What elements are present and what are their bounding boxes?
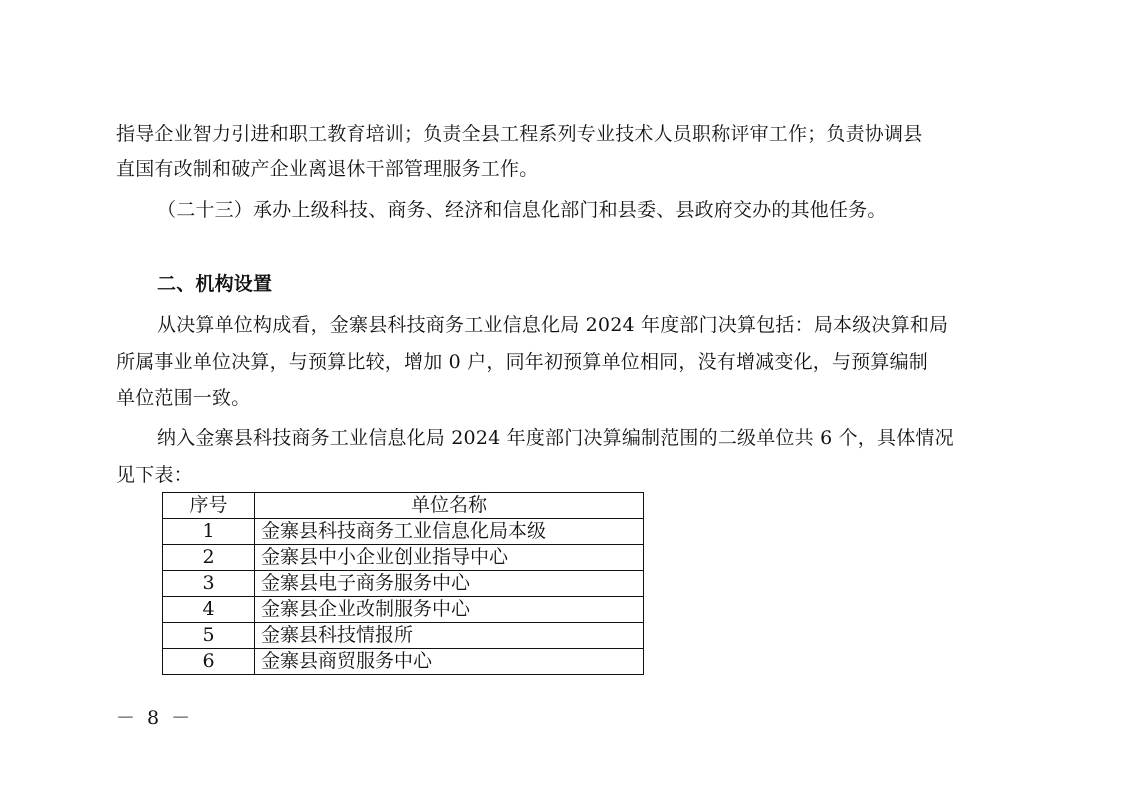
cell-unit-name: 金寨县中小企业创业指导中心 (255, 545, 644, 571)
table-row (163, 649, 644, 675)
cell-unit-name: 金寨县科技情报所 (255, 623, 644, 649)
paragraph-line: 从决算单位构成看，金寨县科技商务工业信息化局 2024 年度部门决算包括：局本级决算和局 (157, 314, 949, 336)
cell-seq: 1 (163, 519, 255, 545)
paragraph-line: 直国有改制和破产企业离退休干部管理服务工作。 (116, 158, 539, 180)
cell-seq: 3 (163, 571, 255, 597)
table-row (163, 597, 644, 623)
table-row (163, 519, 644, 545)
cell-seq: 5 (163, 623, 255, 649)
section-heading: 二、机构设置 (157, 273, 273, 295)
page-number: － 8 － (116, 707, 194, 729)
table-header-row (163, 493, 644, 519)
header-unit-name: 单位名称 (255, 493, 644, 519)
table-row (163, 571, 644, 597)
units-table (162, 492, 644, 675)
cell-unit-name: 金寨县商贸服务中心 (255, 649, 644, 675)
paragraph-line: （二十三）承办上级科技、商务、经济和信息化部门和县委、县政府交办的其他任务。 (157, 199, 887, 221)
paragraph-line: 所属事业单位决算，与预算比较，增加 0 户，同年初预算单位相同，没有增减变化，与预算编制 (116, 351, 928, 373)
table-row (163, 623, 644, 649)
cell-seq: 4 (163, 597, 255, 623)
cell-unit-name: 金寨县企业改制服务中心 (255, 597, 644, 623)
paragraph-line: 单位范围一致。 (116, 387, 251, 409)
paragraph-line: 见下表： (116, 464, 193, 486)
cell-unit-name: 金寨县电子商务服务中心 (255, 571, 644, 597)
paragraph-line: 指导企业智力引进和职工教育培训；负责全县工程系列专业技术人员职称评审工作；负责协调县 (116, 123, 923, 145)
table-row (163, 545, 644, 571)
cell-seq: 6 (163, 649, 255, 675)
paragraph-line: 纳入金寨县科技商务工业信息化局 2024 年度部门决算编制范围的二级单位共 6 个，具体情况 (157, 427, 954, 449)
cell-seq: 2 (163, 545, 255, 571)
header-seq: 序号 (163, 493, 255, 519)
cell-unit-name: 金寨县科技商务工业信息化局本级 (255, 519, 644, 545)
